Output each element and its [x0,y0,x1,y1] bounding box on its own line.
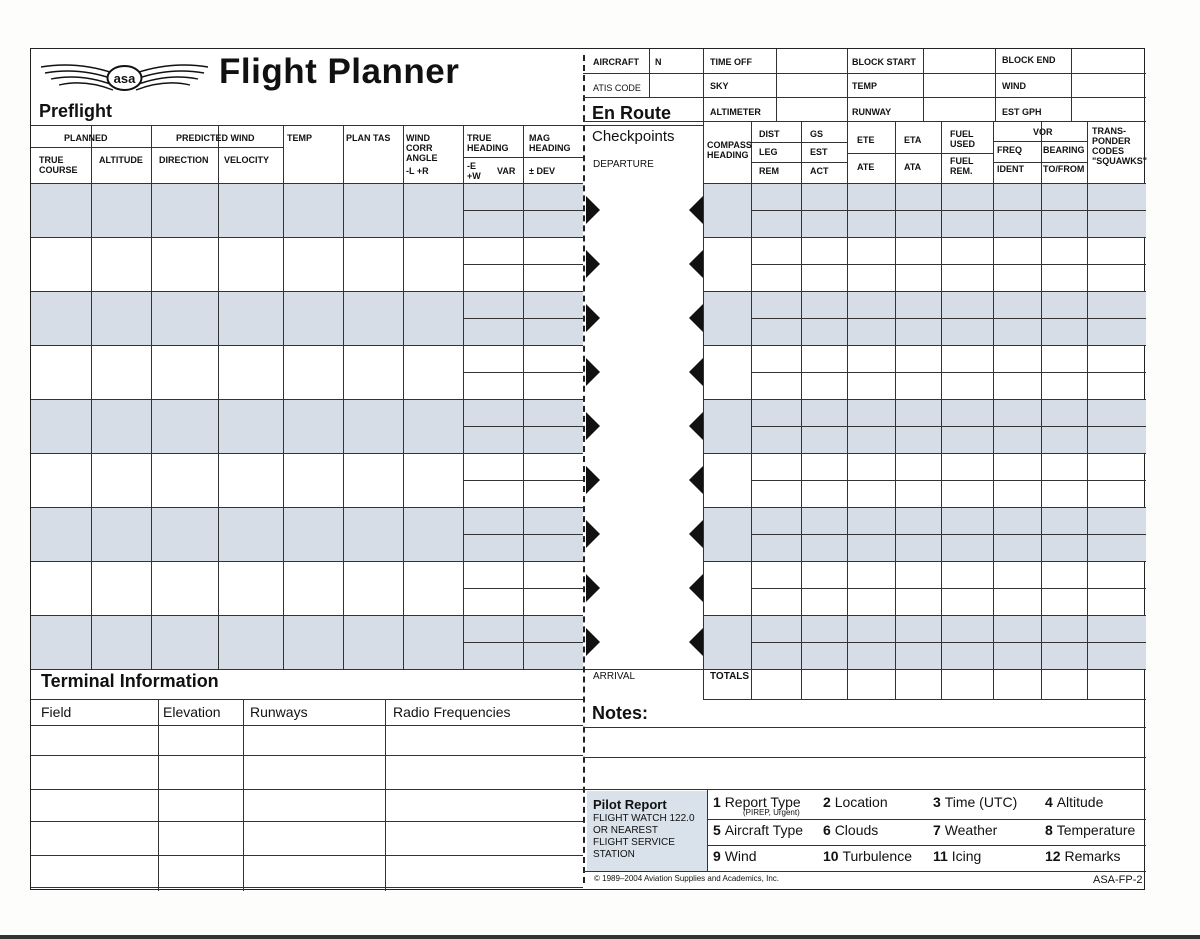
pirep-item-number: 4 [1045,794,1057,810]
grid-line [1087,121,1088,699]
grid-line [847,121,848,699]
grid-line [151,125,152,669]
pirep-item [823,822,878,838]
dev-label: ± DEV [529,166,555,176]
temp-label: TEMP [287,133,313,143]
grid-line [31,183,583,184]
grid-line [703,453,1146,454]
grid-line [703,121,704,699]
grid-line [895,121,896,699]
grid-line [703,561,1146,562]
checkpoint-marker-left [586,520,600,548]
grid-line [31,399,583,400]
grid-line [31,453,583,454]
grid-line [151,147,283,148]
checkpoint-marker-right [689,520,703,548]
ata-label: ATA [904,162,922,172]
pirep-item-label: Location [834,794,888,810]
grid-line [31,345,583,346]
checkpoint-marker-right [689,628,703,656]
grid-line [243,699,244,891]
fuel-rem-label: FUEL REM. [950,156,974,176]
grid-line [847,153,993,154]
pirep-item [1045,822,1135,838]
vor-label: VOR [1033,127,1053,137]
pirep-item [823,848,912,864]
grid-line [385,699,386,891]
radio-frequencies-label: Radio Frequencies [393,704,511,720]
pirep-item-number: 8 [1045,822,1057,838]
grid-line [583,871,1146,872]
pirep-item-number: 3 [933,794,945,810]
runway-label: RUNWAY [852,107,892,117]
rem-label: REM [759,166,779,176]
grid-line [801,121,802,699]
page-title: Flight Planner [219,52,460,91]
pirep-item-number: 1 [713,794,725,810]
pirep-item [933,822,997,838]
checkpoint-marker-right [689,412,703,440]
pirep-item-label: Temperature [1056,822,1136,838]
grid-line [463,125,464,669]
grid-line [31,699,583,700]
page-edge-shadow [0,935,1200,939]
grid-line [751,121,752,699]
n-label: N [655,57,662,67]
pirep-item [1045,794,1103,810]
ew-label: -E +W [467,161,481,181]
pirep-item-number: 5 [713,822,725,838]
fuel-used-label: FUEL USED [950,129,976,149]
grid-line [31,725,583,726]
pirep-item [933,794,1017,810]
svg-text:asa: asa [113,71,136,86]
checkpoint-marker-right [689,304,703,332]
leg-label: LEG [759,147,778,157]
grid-line [583,789,1146,790]
ident-label: IDENT [997,164,1024,174]
terminal-info-heading: Terminal Information [41,671,219,691]
temp-info-label: TEMP [852,81,878,91]
altimeter-label: ALTIMETER [710,107,761,117]
pirep-item-label: Wind [724,848,757,864]
grid-line [707,819,1146,820]
checkpoint-marker-left [586,358,600,386]
grid-line [703,183,1146,184]
grid-line [703,699,1146,700]
velocity-label: VELOCITY [224,155,270,165]
pirep-item-number: 6 [823,822,835,838]
pirep-item [1045,848,1120,864]
lr-label: -L +R [406,166,429,176]
plan-tas-label: PLAN TAS [346,133,391,143]
pirep-item [713,794,801,817]
pirep-item-label: Clouds [834,822,879,838]
pirep-item-label: Icing [951,848,982,864]
departure-label: DEPARTURE [593,159,654,170]
grid-line [31,821,583,822]
pirep-item-number: 2 [823,794,835,810]
pirep-item-number: 9 [713,848,725,864]
grid-line [707,845,1146,846]
pirep-item-label: Remarks [1064,848,1121,864]
grid-line [91,125,92,669]
pirep-line-2: OR NEAREST [593,825,659,836]
pirep-item-label: Time (UTC) [944,794,1018,810]
grid-line [31,855,583,856]
act-label: ACT [810,166,829,176]
runways-label: Runways [250,704,308,720]
grid-line [583,757,1146,758]
grid-line [995,49,996,121]
grid-line [993,121,994,699]
pirep-item [823,794,888,810]
grid-line [703,399,1146,400]
checkpoint-marker-left [586,574,600,602]
grid-line [343,125,344,669]
checkpoint-marker-left [586,466,600,494]
grid-line [707,789,708,871]
grid-line [583,125,703,126]
checkpoint-marker-left [586,250,600,278]
var-label: VAR [497,166,516,176]
atis-code-label: ATIS CODE [593,83,641,93]
grid-line [31,507,583,508]
grid-line [583,727,1146,728]
pirep-item [713,822,803,838]
elevation-label: Elevation [163,704,221,720]
eta-label: ETA [904,135,922,145]
pirep-line-3: FLIGHT SERVICE [593,837,675,848]
arrival-label: ARRIVAL [593,671,636,682]
direction-label: DIRECTION [159,155,209,165]
grid-line [703,237,1146,238]
grid-line [31,789,583,790]
grid-line [218,125,219,669]
grid-line [31,561,583,562]
true-course-label: TRUE COURSE [39,155,78,175]
pirep-item-label: Report Type [724,794,801,810]
grid-line [649,49,650,97]
notes-heading: Notes: [592,703,649,723]
checkpoint-marker-right [689,250,703,278]
grid-line [703,507,1146,508]
grid-line [523,125,524,669]
block-end-label: BLOCK END [1002,55,1056,65]
checkpoint-marker-right [689,574,703,602]
preflight-heading: Preflight [39,101,113,121]
grid-line [31,755,583,756]
altitude-label: ALTITUDE [99,155,143,165]
field-label: Field [41,704,72,720]
bearing-label: BEARING [1043,145,1085,155]
grid-line [776,49,777,121]
grid-line [941,121,942,699]
grid-line [31,237,583,238]
pirep-item-number: 11 [933,848,952,864]
pirep-item [933,848,981,864]
pirep-item-label: Altitude [1056,794,1104,810]
grid-line [31,291,583,292]
ate-label: ATE [857,162,875,172]
grid-line [1071,49,1072,121]
grid-line [703,291,1146,292]
wind-info-label: WIND [1002,81,1026,91]
grid-line [703,615,1146,616]
checkpoint-marker-left [586,412,600,440]
pirep-item-label: Weather [944,822,998,838]
pirep-item-number: 12 [1045,848,1065,864]
center-fold-line [583,55,585,883]
grid-line [403,125,404,669]
totals-label: TOTALS [710,671,750,682]
grid-line [583,97,1146,98]
grid-line [703,345,1146,346]
compass-heading-label: COMPASS HEADING [707,140,752,160]
enroute-heading: En Route [592,103,671,123]
grid-line [31,669,1146,670]
block-start-label: BLOCK START [852,57,916,67]
grid-line [31,887,583,888]
checkpoints-heading: Checkpoints [592,128,675,145]
gs-label: GS [810,129,824,139]
grid-line [703,49,704,121]
mag-heading-label: MAG HEADING [529,133,571,153]
grid-line [31,615,583,616]
pilot-report-title: Pilot Report [593,797,667,812]
ete-label: ETE [857,135,875,145]
flight-planner-sheet [30,48,1148,890]
wind-corr-angle-label: WIND CORR ANGLE [406,133,438,163]
grid-line [847,49,848,121]
pirep-item-label: Turbulence [842,848,912,864]
grid-line [31,125,583,126]
tofrom-label: TO/FROM [1043,164,1085,174]
transponder-label: TRANS- PONDER CODES "SQUAWKS" [1092,126,1148,166]
grid-line [751,142,847,143]
planned-label: PLANNED [64,133,108,143]
checkpoint-marker-right [689,466,703,494]
est-label: EST [810,147,828,157]
form-id: ASA-FP-2 [1093,874,1143,886]
freq-label: FREQ [997,145,1023,155]
aircraft-label: AIRCRAFT [593,57,639,67]
true-heading-label: TRUE HEADING [467,133,509,153]
checkpoint-marker-left [586,304,600,332]
pirep-item [713,848,757,864]
checkpoint-marker-left [586,628,600,656]
predicted-wind-label: PREDICTED WIND [176,133,255,143]
pirep-item-number: 10 [823,848,843,864]
checkpoint-marker-right [689,358,703,386]
pirep-item-sub: (PIREP, Urgent) [743,808,800,817]
pirep-line-4: STATION [593,849,635,860]
asa-wings-logo [37,57,212,99]
est-gph-label: EST GPH [1002,107,1042,117]
sky-label: SKY [710,81,729,91]
pirep-item-number: 7 [933,822,945,838]
pirep-line-1: FLIGHT WATCH 122.0 [593,813,695,824]
grid-line [923,49,924,121]
time-off-label: TIME OFF [710,57,752,67]
copyright-text: © 1989–2004 Aviation Supplies and Academics, Inc. [594,874,779,883]
checkpoint-marker-left [586,196,600,224]
grid-line [158,699,159,891]
pirep-item-label: Aircraft Type [724,822,804,838]
grid-line [1041,121,1042,699]
dist-label: DIST [759,129,780,139]
grid-line [751,162,847,163]
grid-line [993,162,1087,163]
checkpoint-marker-right [689,196,703,224]
grid-line [583,73,1146,74]
grid-line [993,141,1087,142]
grid-line [283,125,284,669]
